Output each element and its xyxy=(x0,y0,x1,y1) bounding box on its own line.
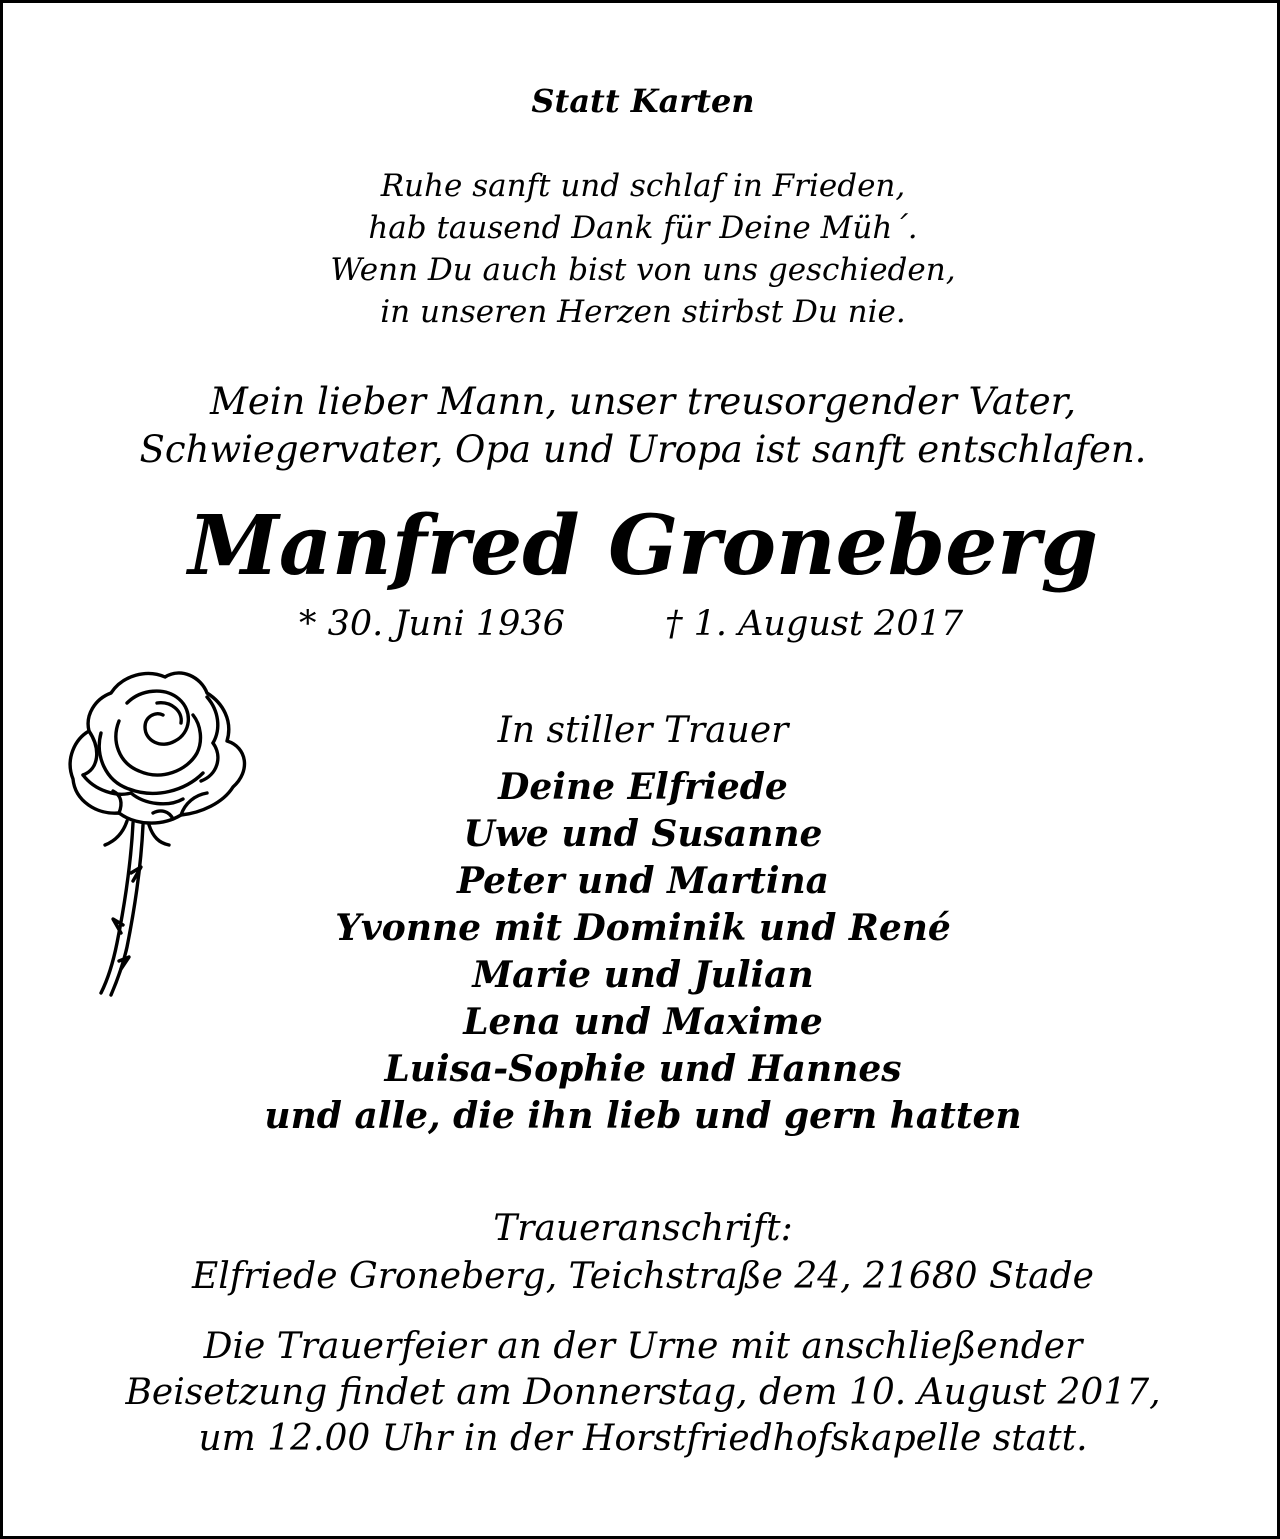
ceremony-line-3: um 12.00 Uhr in der Horstfriedhofskapelle statt. xyxy=(198,1418,1088,1459)
mourner-line-4: Yvonne mit Dominik und René xyxy=(335,907,951,949)
statt-karten-label: Statt Karten xyxy=(531,82,755,120)
mourner-line-7: Luisa-Sophie und Hannes xyxy=(384,1048,902,1090)
mourner-line-5: Marie und Julian xyxy=(472,954,814,996)
mourner-line-3: Peter und Martina xyxy=(456,860,830,902)
mourner-line-1: Deine Elfriede xyxy=(498,766,788,808)
mourner-line-8: und alle, die ihn lieb und gern hatten xyxy=(264,1095,1022,1137)
poem-line-1: Ruhe sanft und schlaf in Frieden, xyxy=(380,168,906,204)
intro-line-1: Mein lieber Mann, unser treusorgender Vater, xyxy=(209,380,1077,423)
intro-line-2: Schwiegervater, Opa und Uropa ist sanft entschlafen. xyxy=(139,428,1147,471)
mourning-heading: In stiller Trauer xyxy=(497,710,789,751)
ceremony-line-1: Die Trauerfeier an der Urne mit anschließender xyxy=(203,1326,1083,1367)
address-label: Traueranschrift: xyxy=(493,1208,793,1249)
mourner-line-2: Uwe und Susanne xyxy=(463,813,823,855)
deceased-name: Manfred Groneberg xyxy=(188,498,1098,594)
ceremony-line-2: Beisetzung findet am Donnerstag, dem 10. August 2017, xyxy=(125,1372,1161,1413)
poem-line-3: Wenn Du auch bist von uns geschieden, xyxy=(330,252,956,288)
poem-line-4: in unseren Herzen stirbst Du nie. xyxy=(380,294,906,330)
mourner-line-6: Lena und Maxime xyxy=(463,1001,823,1043)
death-date: † 1. August 2017 xyxy=(665,604,964,644)
birth-date: * 30. Juni 1936 xyxy=(299,604,565,644)
poem-line-2: hab tausend Dank für Deine Müh´. xyxy=(368,210,918,246)
address-value: Elfriede Groneberg, Teichstraße 24, 21680 Stade xyxy=(192,1256,1094,1297)
